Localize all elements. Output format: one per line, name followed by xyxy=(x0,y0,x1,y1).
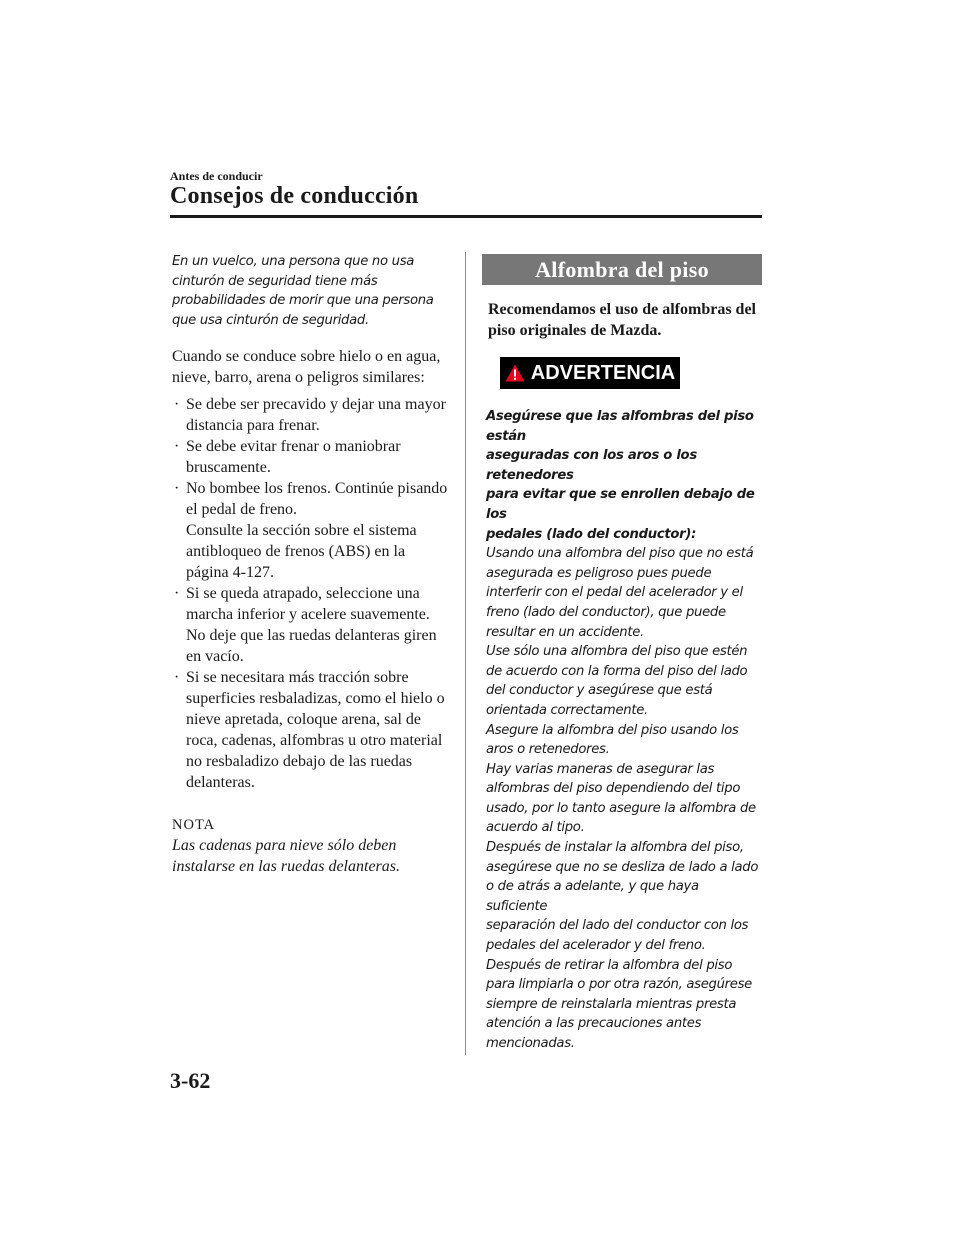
lead-paragraph xyxy=(172,346,457,388)
text-line: bruscamente. xyxy=(186,459,271,477)
text-line: Consulte la sección sobre el sistema xyxy=(186,522,417,540)
text-line: Se debe evitar frenar o maniobrar xyxy=(186,438,401,456)
floor-mat-warning-text xyxy=(486,407,762,1054)
text-line: interferir con el pedal del acelerador y el xyxy=(486,585,743,601)
right-column xyxy=(482,254,762,1054)
driving-tips-list xyxy=(172,394,457,793)
text-line: Asegure la alfombra del piso usando los xyxy=(486,722,739,738)
text-line: Recomendamos el uso de alfombras del xyxy=(488,301,756,318)
text-line: pedales del acelerador y del freno. xyxy=(486,938,706,954)
bullet-icon: · xyxy=(174,585,180,603)
text-line: Después de instalar la alfombra del piso, xyxy=(486,840,744,856)
list-item xyxy=(172,394,457,436)
text-line: página 4-127. xyxy=(186,564,274,582)
left-column xyxy=(172,252,457,877)
text-line: No deje que las ruedas delanteras giren xyxy=(186,627,437,645)
warning-label: ADVERTENCIA xyxy=(530,361,676,384)
warning-badge xyxy=(500,357,680,389)
text-line: antibloqueo de frenos (ABS) en la xyxy=(186,543,406,561)
text-line: pedales (lado del conductor): xyxy=(486,526,697,542)
section-label: Antes de conducir xyxy=(170,169,263,183)
text-line: que usa cinturón de seguridad. xyxy=(172,312,369,328)
text-line: superficies resbaladizas, como el hielo o xyxy=(186,690,445,708)
text-line: siempre de reinstalarla mientras presta xyxy=(486,996,737,1012)
text-line: Si se necesitara más tracción sobre xyxy=(186,669,409,687)
bullet-icon: · xyxy=(174,480,180,498)
text-line: marcha inferior y acelere suavemente. xyxy=(186,606,430,624)
list-item xyxy=(172,436,457,478)
bullet-icon: · xyxy=(174,438,180,456)
text-line: Si se queda atrapado, seleccione una xyxy=(186,585,420,603)
text-line: En un vuelco, una persona que no usa xyxy=(172,254,415,269)
header-rule xyxy=(170,215,762,218)
text-line: resultar en un accidente. xyxy=(486,624,644,640)
text-line: cinturón de seguridad tiene más xyxy=(172,273,378,289)
text-line: distancia para frenar. xyxy=(186,417,320,435)
text-line: Las cadenas para nieve sólo deben xyxy=(172,837,397,855)
list-item xyxy=(172,583,457,667)
note-text xyxy=(172,835,457,877)
text-line: instalarse en las ruedas delanteras. xyxy=(172,858,400,876)
text-line: asegurada es peligroso pues puede xyxy=(486,565,712,581)
page-title: Consejos de conducción xyxy=(170,183,419,209)
text-line: no resbaladizo debajo de las ruedas xyxy=(186,753,413,771)
text-line: Cuando se conduce sobre hielo o en agua, xyxy=(172,348,441,366)
text-line: atención a las precauciones antes xyxy=(486,1016,702,1032)
text-line: nieve, barro, arena o peligros similares: xyxy=(172,369,425,387)
text-line: Usando una alfombra del piso que no está xyxy=(486,546,754,562)
page-number: 3-62 xyxy=(170,1068,211,1093)
text-line: No bombee los frenos. Continúe pisando xyxy=(186,480,448,498)
text-line: orientada correctamente. xyxy=(486,702,648,718)
text-line: del conductor y asegúrese que está xyxy=(486,683,713,699)
text-line: en vacío. xyxy=(186,648,244,666)
text-line: o de atrás a adelante, y que haya suficiente xyxy=(486,879,699,914)
column-divider xyxy=(465,252,466,1055)
text-line: Asegúrese que las alfombras del piso están xyxy=(486,409,754,444)
warning-heading xyxy=(486,407,762,544)
text-line: aros o retenedores. xyxy=(486,742,610,758)
text-line: de acuerdo con la forma del piso del lado xyxy=(486,663,748,679)
note-title: NOTA xyxy=(172,817,216,834)
list-item xyxy=(172,667,457,793)
text-line: aseguradas con los aros o los retenedores xyxy=(486,448,697,483)
warning-icon xyxy=(505,364,525,382)
text-line: usado, por lo tanto asegure la alfombra de xyxy=(486,800,756,816)
text-line: freno (lado del conductor), que puede xyxy=(486,604,726,620)
text-line: asegúrese que no se desliza de lado a lado xyxy=(486,859,759,875)
text-line: Después de retirar la alfombra del piso xyxy=(486,957,733,973)
text-line: alfombras del piso dependiendo del tipo xyxy=(486,781,741,797)
text-line: mencionadas. xyxy=(486,1036,575,1051)
text-line: Hay varias maneras de asegurar las xyxy=(486,761,715,777)
text-line: acuerdo al tipo. xyxy=(486,820,585,836)
text-line: piso originales de Mazda. xyxy=(488,322,662,339)
text-line: delanteras. xyxy=(186,774,255,792)
text-line: Use sólo una alfombra del piso que estén xyxy=(486,644,748,660)
text-line: nieve apretada, coloque arena, sal de xyxy=(186,711,421,729)
text-line: separación del lado del conductor con los xyxy=(486,918,749,934)
text-line: para evitar que se enrollen debajo de los xyxy=(486,487,755,522)
bullet-icon: · xyxy=(174,669,180,687)
text-line: roca, cadenas, alfombras u otro material xyxy=(186,732,443,750)
bullet-icon: · xyxy=(174,396,180,414)
list-item xyxy=(172,478,457,583)
text-line: Se debe ser precavido y dejar una mayor xyxy=(186,396,446,414)
rollover-warning-text xyxy=(172,252,457,330)
text-line: para limpiarla o por otra razón, asegúrese xyxy=(486,977,752,993)
text-line: probabilidades de morir que una persona xyxy=(172,293,434,309)
text-line: el pedal de freno. xyxy=(186,501,298,519)
recommendation-text xyxy=(488,299,762,341)
section-title-banner: Alfombra del piso xyxy=(482,254,762,285)
